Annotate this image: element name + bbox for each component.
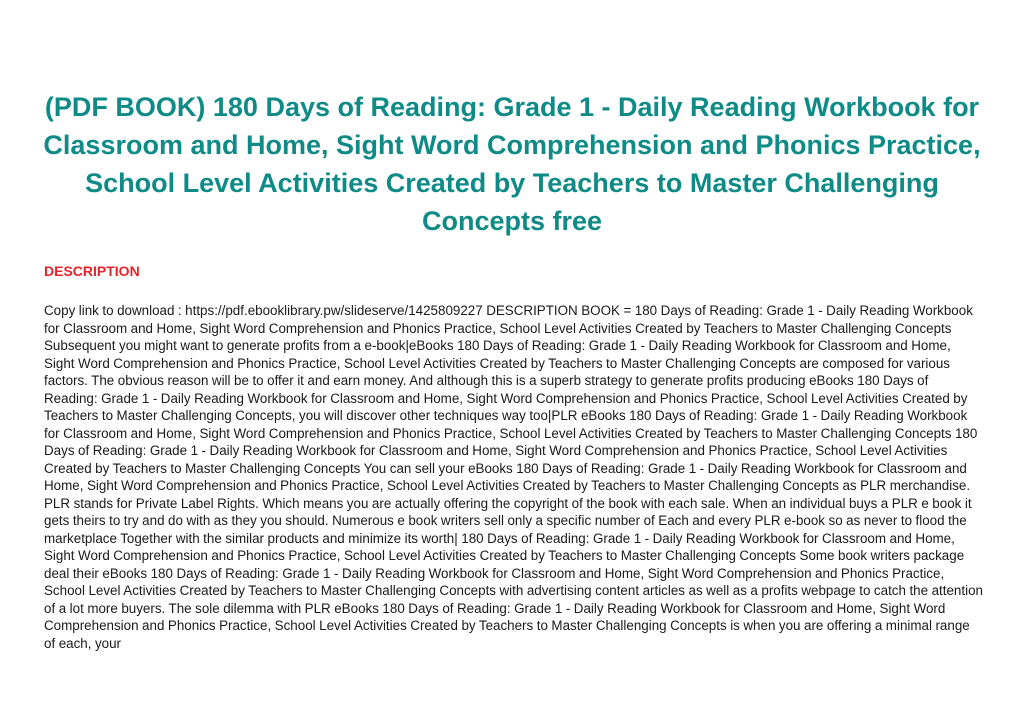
document-title: (PDF BOOK) 180 Days of Reading: Grade 1 - Daily Reading Workbook for Classroom and Home, Sight Word Comprehension and Phonics Practice, School Level Activities Created by Teachers to Master Challenging Concepts free bbox=[43, 92, 981, 236]
description-body: Copy link to download : https://pdf.ebooklibrary.pw/slideserve/1425809227 DESCRIPTION BOOK = 180 Days of Reading: Grade 1 - Daily Reading Workbook for Classroom and Home, Sight Word Comprehension and Phonics Practice, School Level Activities Created by Teachers to Master Challenging Concepts Subsequent you might want to generate profits from a e-book|eBooks 180 Days of Reading: Grade 1 - Daily Reading Workbook for Classroom and Home, Sight Word Comprehension and Phonics Practice, School Level Activities Created by Teachers to Master Challenging Concepts are composed for various factors. The obvious reason will be to offer it and earn money. And although this is a superb strategy to generate profits producing eBooks 180 Days of Reading: Grade 1 - Daily Reading Workbook for Classroom and Home, Sight Word Comprehension and Phonics Practice, School Level Activities Created by Teachers to Master Challenging Concepts, you will discover other techniques way too|PLR eBooks 180 Days of Reading: Grade 1 - Daily Reading Workbook for Classroom and Home, Sight Word Comprehension and Phonics Practice, School Level Activities Created by Teachers to Master Challenging Concepts 180 Days of Reading: Grade 1 - Daily Reading Workbook for Classroom and Home, Sight Word Comprehension and Phonics Practice, School Level Activities Created by Teachers to Master Challenging Concepts You can sell your eBooks 180 Days of Reading: Grade 1 - Daily Reading Workbook for Classroom and Home, Sight Word Comprehension and Phonics Practice, School Level Activities Created by Teachers to Master Challenging Concepts as PLR merchandise. PLR stands for Private Label Rights. Which means you are actually offering the copyright of the book with each sale. When an individual buys a PLR e book it gets theirs to try and do with as they you should. Numerous e book writers sell only a specific number of Each and every PLR e-book so as never to flood the marketplace Together with the similar products and minimize its worth| 180 Days of Reading: Grade 1 - Daily Reading Workbook for Classroom and Home, Sight Word Comprehension and Phonics Practice, School Level Activities Created by Teachers to Master Challenging Concepts Some book writers package deal their eBooks 180 Days of Reading: Grade 1 - Daily Reading Workbook for Classroom and Home, Sight Word Comprehension and Phonics Practice, School Level Activities Created by Teachers to Master Challenging Concepts with advertising content articles as well as a profits webpage to catch the attention of a lot more buyers. The sole dilemma with PLR eBooks 180 Days of Reading: Grade 1 - Daily Reading Workbook for Classroom and Home, Sight Word Comprehension and Phonics Practice, School Level Activities Created by Teachers to Master Challenging Concepts is when you are offering a minimal range of each, your bbox=[44, 303, 983, 651]
description-heading: DESCRIPTION bbox=[44, 263, 140, 279]
